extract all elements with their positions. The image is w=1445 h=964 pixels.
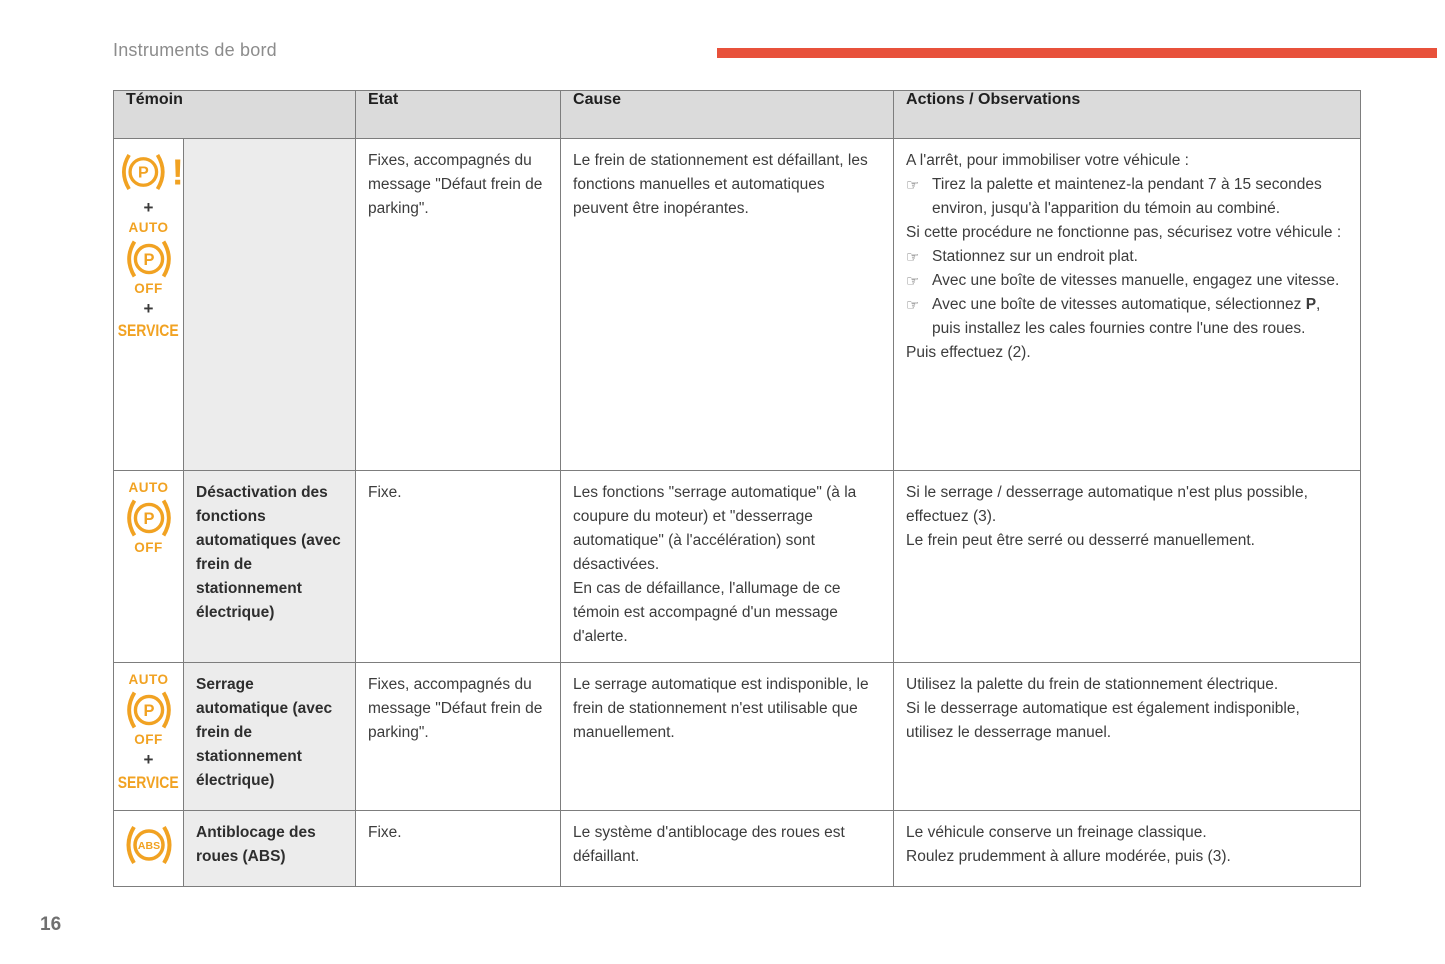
cell-paragraph: A l'arrêt, pour immobiliser votre véhicule :	[906, 152, 1189, 169]
pointing-hand-icon: ☞	[906, 176, 920, 195]
temoin-label-cell	[184, 139, 356, 471]
accent-bar	[717, 48, 1437, 58]
cell-paragraph: Fixes, accompagnés du message "Défaut frein de parking".	[368, 152, 543, 218]
cell-paragraph: Le frein de stationnement est défaillant, les fonctions manuelles et automatiques peuvent être inopérantes.	[573, 152, 868, 218]
cause-cell	[561, 471, 894, 663]
auto-parking-brake-off-icon	[118, 221, 180, 295]
parking-brake-icon	[118, 495, 180, 541]
cell-paragraph: Si le desserrage automatique est également indisponible, utilisez le desserrage manuel.	[906, 700, 1300, 742]
plus-separator: +	[143, 298, 154, 318]
temoin-icon-cell	[114, 139, 184, 471]
off-label: OFF	[134, 280, 163, 296]
off-label: OFF	[134, 540, 163, 556]
warning-light-icon-stack	[116, 673, 181, 792]
warning-lights-table	[113, 90, 1361, 887]
cell-paragraph: Le véhicule conserve un freinage classique.	[906, 824, 1207, 841]
cell-paragraph: Le serrage automatique est indisponible, le frein de stationnement n'est utilisable que manuellement.	[573, 676, 869, 742]
table-row	[114, 663, 1361, 811]
parking-brake-icon	[118, 687, 180, 733]
plus-separator: +	[143, 198, 154, 217]
table-row	[114, 471, 1361, 663]
instruction-bullet	[906, 269, 1348, 293]
svg-text:!: !	[171, 151, 184, 193]
temoin-icon-cell	[114, 663, 184, 811]
cell-paragraph: Le système d'antiblocage des roues est défaillant.	[573, 824, 845, 866]
bullet-text: Avec une boîte de vitesses automatique, sélectionnez P, puis installez les cales fournies contre l'une des roues.	[932, 296, 1321, 338]
parking-brake-icon	[118, 236, 180, 282]
svg-text:P: P	[143, 701, 154, 720]
auto-parking-brake-off-icon	[118, 481, 180, 555]
temoin-label-cell: Antiblocage des roues (ABS)	[184, 811, 356, 887]
cell-paragraph: Si le serrage / desserrage automatique n'est plus possible, effectuez (3).	[906, 484, 1308, 526]
warning-light-icon-stack	[116, 149, 184, 341]
svg-text:P: P	[143, 509, 154, 528]
cause-cell	[561, 811, 894, 887]
pointing-hand-icon: ☞	[906, 248, 920, 267]
actions-cell	[894, 139, 1361, 471]
svg-text:P: P	[143, 250, 154, 269]
cell-paragraph: Utilisez la palette du frein de stationnement électrique.	[906, 676, 1279, 693]
pointing-hand-icon: ☞	[906, 296, 920, 315]
service-label: SERVICE	[118, 772, 179, 792]
column-header-etat: Etat	[356, 91, 561, 139]
auto-label: AUTO	[128, 672, 169, 687]
warning-light-icon-stack	[116, 481, 181, 555]
cell-paragraph: Les fonctions "serrage automatique" (à la coupure du moteur) et "desserrage automatique" (à l'accélération) sont désactivées.	[573, 484, 857, 574]
instruction-bullet	[906, 173, 1348, 221]
temoin-icon-cell	[114, 471, 184, 663]
auto-label: AUTO	[128, 220, 169, 236]
etat-cell	[356, 663, 561, 811]
warning-light-icon-stack	[116, 821, 181, 869]
cause-cell	[561, 139, 894, 471]
bullet-text: Avec une boîte de vitesses manuelle, engagez une vitesse.	[932, 272, 1340, 290]
pointing-hand-icon: ☞	[906, 272, 920, 291]
cell-paragraph: Si cette procédure ne fonctionne pas, sécurisez votre véhicule :	[906, 224, 1342, 242]
instruction-bullet	[906, 293, 1348, 341]
cell-paragraph: Le frein peut être serré ou desserré manuellement.	[906, 532, 1255, 550]
service-label: SERVICE	[118, 321, 179, 341]
auto-label: AUTO	[128, 480, 169, 495]
bullet-text: Stationnez sur un endroit plat.	[932, 248, 1138, 266]
temoin-icon-cell	[114, 811, 184, 887]
parking-brake-fault-icon	[113, 149, 185, 195]
actions-cell	[894, 811, 1361, 887]
auto-parking-brake-off-icon	[118, 673, 180, 747]
cell-paragraph: Fixes, accompagnés du message "Défaut frein de parking".	[368, 676, 543, 742]
table-row	[114, 139, 1361, 471]
temoin-label-cell: Désactivation des fonctions automatiques (avec frein de stationnement électrique)	[184, 471, 356, 663]
table-row	[114, 811, 1361, 887]
cell-paragraph: Fixe.	[368, 824, 402, 841]
cell-paragraph: Puis effectuez (2).	[906, 344, 1031, 362]
column-header-actions: Actions / Observations	[894, 91, 1361, 139]
cell-paragraph: Fixe.	[368, 484, 402, 501]
plus-separator: +	[143, 750, 154, 770]
bullet-text: Tirez la palette et maintenez-la pendant 7 à 15 secondes environ, jusqu'à l'apparition du témoin au combiné.	[932, 176, 1322, 218]
page-number: 16	[40, 914, 62, 935]
instruction-bullet	[906, 245, 1348, 269]
cause-cell	[561, 663, 894, 811]
actions-cell	[894, 471, 1361, 663]
abs-icon	[117, 821, 181, 869]
cell-paragraph: En cas de défaillance, l'allumage de ce témoin est accompagné d'un message d'alerte.	[573, 580, 841, 646]
column-header-cause: Cause	[561, 91, 894, 139]
svg-text:P: P	[137, 163, 149, 182]
svg-text:ABS: ABS	[137, 840, 160, 852]
etat-cell	[356, 811, 561, 887]
off-label: OFF	[134, 732, 163, 748]
temoin-label-cell: Serrage automatique (avec frein de stationnement électrique)	[184, 663, 356, 811]
cell-paragraph: Roulez prudemment à allure modérée, puis (3).	[906, 848, 1231, 866]
table-header-row	[114, 91, 1361, 139]
etat-cell	[356, 139, 561, 471]
etat-cell	[356, 471, 561, 663]
actions-cell	[894, 663, 1361, 811]
column-header-temoin: Témoin	[114, 91, 356, 139]
page-title: Instruments de bord	[113, 40, 277, 60]
